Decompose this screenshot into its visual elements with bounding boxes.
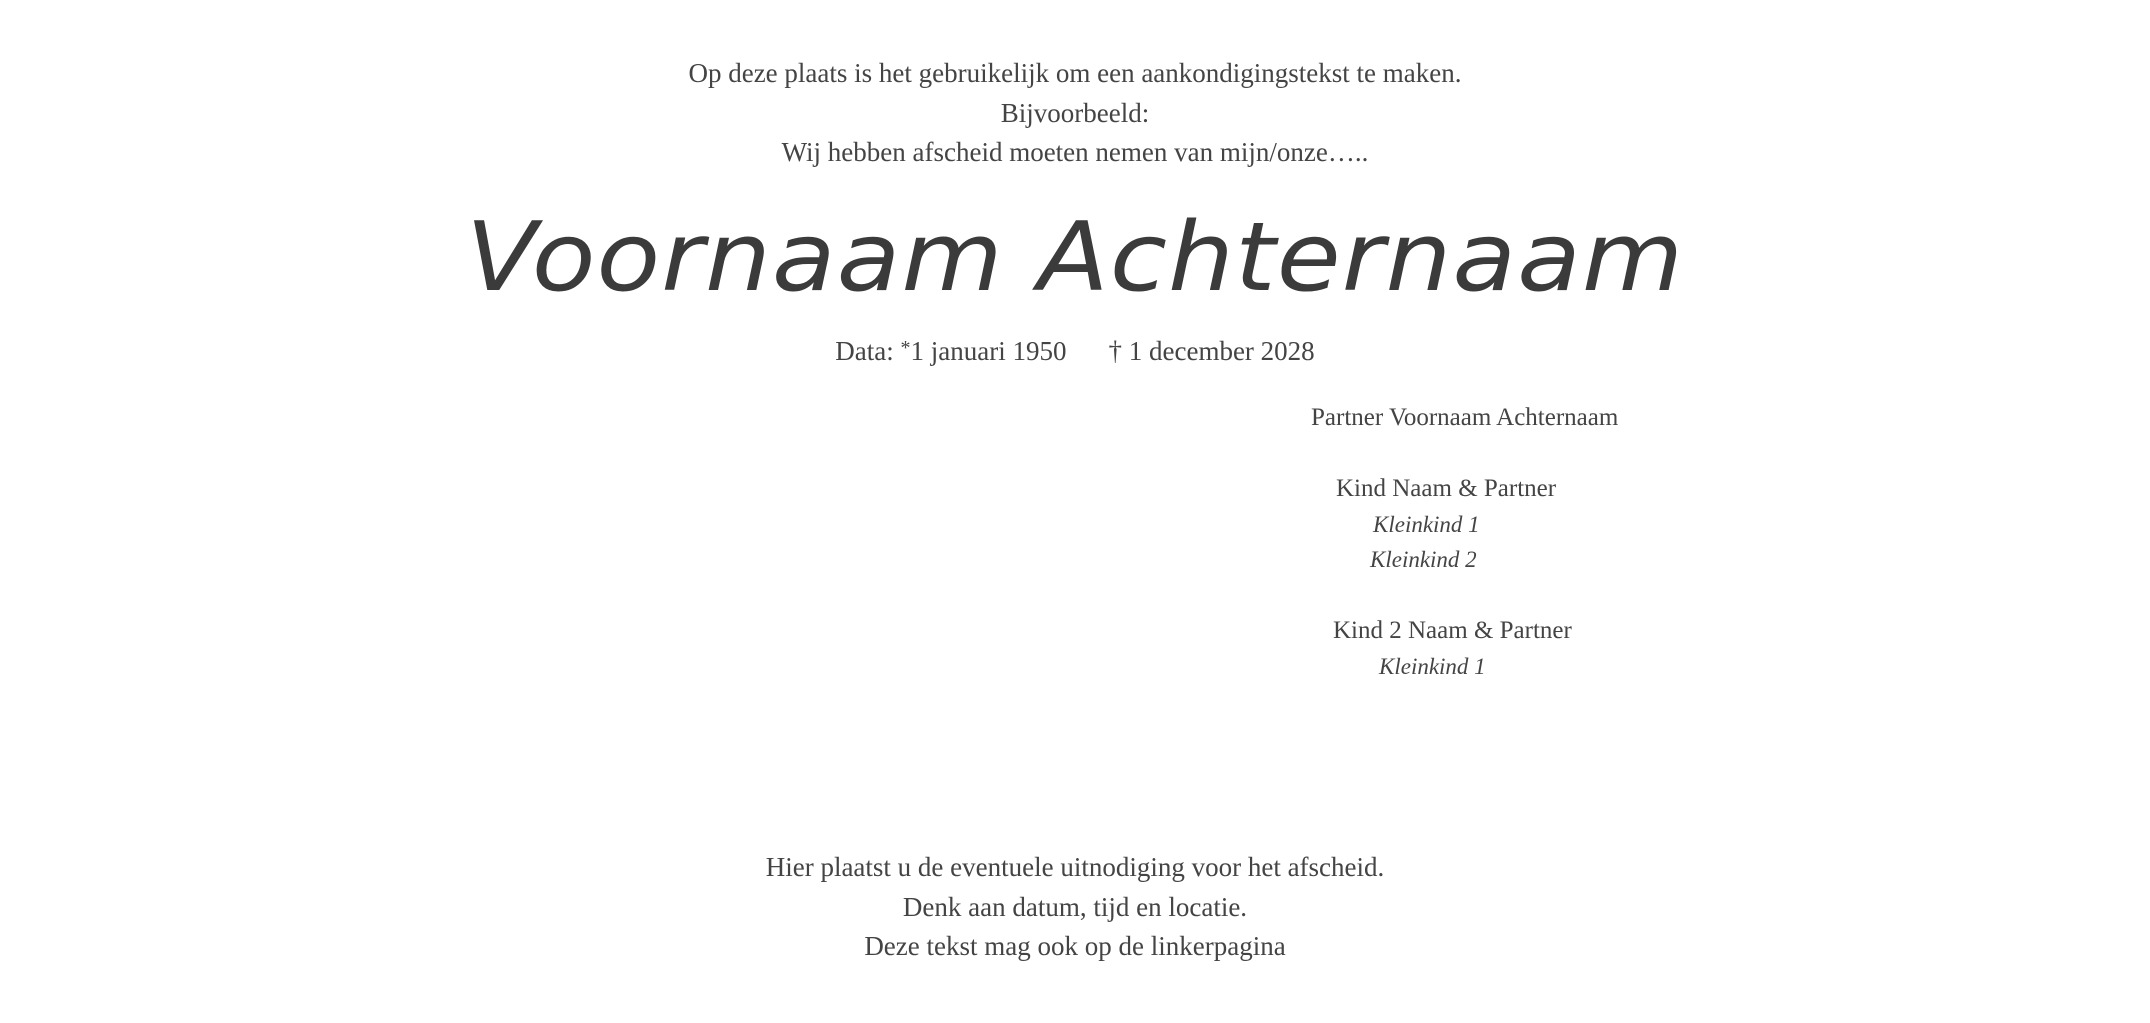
announcement-text	[0, 54, 2150, 173]
invitation-text	[0, 848, 2150, 967]
invitation-line-1: Hier plaatst u de eventuele uitnodiging voor het afscheid.	[765, 852, 1385, 882]
deceased-name: Voornaam Achternaam	[465, 200, 1685, 314]
child-1-grandchild-1: Kleinkind 1	[1373, 512, 1480, 537]
announcement-line-1: Op deze plaats is het gebruikelijk om een aankondigingstekst te maken.	[688, 58, 1462, 88]
child-1-name: Kind Naam & Partner	[1336, 475, 1557, 502]
death-symbol: †	[1108, 336, 1122, 366]
death-date: 1 december 2028	[1128, 336, 1315, 366]
birth-date: 1 januari 1950	[910, 336, 1067, 366]
child-2-name: Kind 2 Naam & Partner	[1333, 617, 1572, 644]
child-1-grandchild-2: Kleinkind 2	[1370, 547, 1477, 572]
announcement-line-2: Bijvoorbeeld:	[1000, 97, 1150, 128]
child-2-grandchild-1: Kleinkind 1	[1379, 654, 1486, 679]
dates-label: Data:	[835, 336, 894, 366]
invitation-line-3: Deze tekst mag ook op de linkerpagina	[864, 931, 1286, 961]
partner-name: Partner Voornaam Achternaam	[1311, 404, 1619, 431]
invitation-line-2: Denk aan datum, tijd en locatie.	[902, 891, 1248, 922]
birth-symbol: *	[900, 337, 911, 359]
announcement-line-3: Wij hebben afscheid moeten nemen van mijn/onze…..	[781, 137, 1369, 167]
life-dates	[0, 331, 2150, 368]
